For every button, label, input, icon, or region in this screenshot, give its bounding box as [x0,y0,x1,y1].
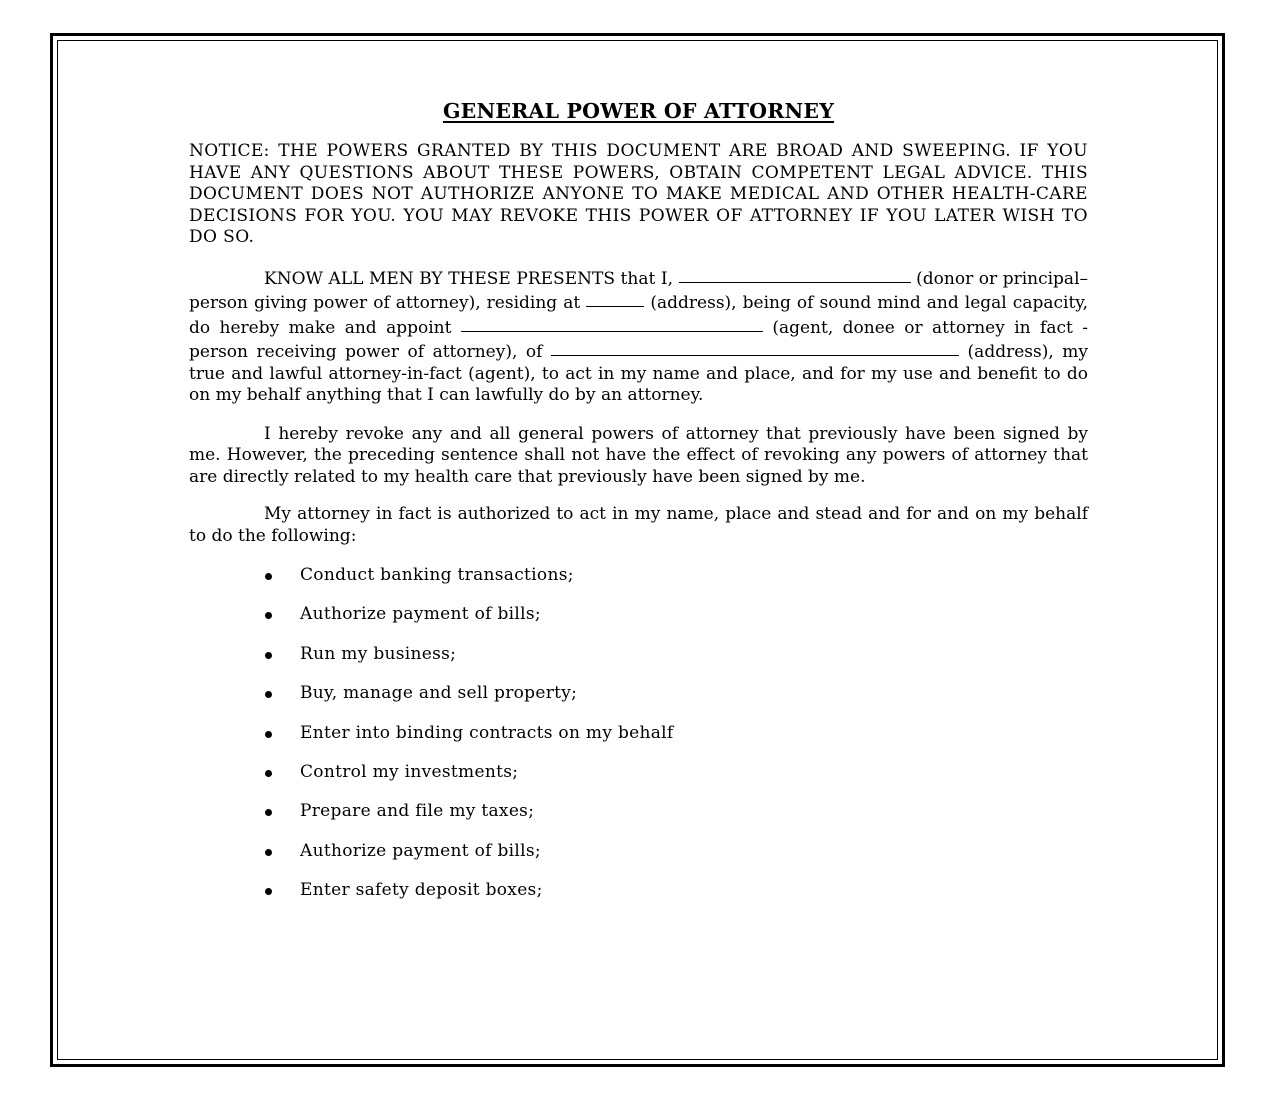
appointment-text-4: (agent, donee or attorney in fact - person receiving power of attorney), of [189,317,1089,362]
bullet-icon [265,809,272,816]
authorization-intro: My attorney in fact is authorized to act in my name, place and stead and for and on my behalf to do the following: [189,504,1088,546]
document-title: GENERAL POWER OF ATTORNEY [442,99,835,123]
bullet-icon [265,612,272,619]
power-text: Enter into binding contracts on my behalf [300,722,674,743]
bullet-icon [265,652,272,659]
list-item [189,723,1088,762]
list-item [189,841,1088,880]
revocation-paragraph: I hereby revoke any and all general powers of attorney that previously have been signed by me. However, the preceding sentence shall not have the effect of revoking any powers of attorney that are directly related to my health care that previously have been signed by me. [189,423,1088,487]
document-body [189,95,1088,920]
power-text: Run my business; [300,643,457,664]
appointment-text-2: (donor or principal–person giving power of attorney), residing at [189,268,1089,313]
power-text: Enter safety deposit boxes; [300,880,543,901]
agent-name-blank[interactable] [461,314,763,332]
appointment-text-1: KNOW ALL MEN BY THESE PRESENTS that I, [264,268,673,289]
list-item [189,801,1088,840]
principal-name-blank[interactable] [679,265,911,283]
bullet-icon [265,849,272,856]
list-item [189,880,1088,919]
bullet-icon [265,691,272,698]
list-item [189,565,1088,604]
bullet-icon [265,573,272,580]
agent-address-blank[interactable] [551,338,959,356]
appointment-text-5: (address), my true and lawful attorney-in-fact (agent), to act in my name and place, and for my use and benefit to do on my behalf anything that I can lawfully do by an attorney. [189,342,1089,405]
principal-address-blank[interactable] [586,289,644,307]
list-item [189,604,1088,643]
list-item [189,762,1088,801]
power-text: Buy, manage and sell property; [300,683,578,704]
power-text: Prepare and file my taxes; [300,801,535,822]
power-text: Authorize payment of bills; [300,840,541,861]
bullet-icon [265,888,272,895]
bullet-icon [265,770,272,777]
notice-paragraph: NOTICE: THE POWERS GRANTED BY THIS DOCUMENT ARE BROAD AND SWEEPING. IF YOU HAVE ANY QUESTIONS ABOUT THESE POWERS, OBTAIN COMPETENT LEGAL ADVICE. THIS DOCUMENT DOES NOT AUTHORIZE ANYONE TO MAKE MEDICAL AND OTHER HEALTH-CARE DECISIONS FOR YOU. YOU MAY REVOKE THIS POWER OF ATTORNEY IF YOU LATER WISH TO DO SO. [189,141,1088,247]
powers-list [189,565,1088,920]
bullet-icon [265,731,272,738]
appointment-text-3: (address), being of sound mind and legal capacity, do hereby make and appoint [189,293,1089,338]
power-text: Conduct banking transactions; [300,565,574,585]
power-text: Control my investments; [300,761,519,782]
appointment-paragraph [189,266,1088,407]
power-text: Authorize payment of bills; [300,604,541,625]
list-item [189,644,1088,683]
list-item [189,683,1088,722]
